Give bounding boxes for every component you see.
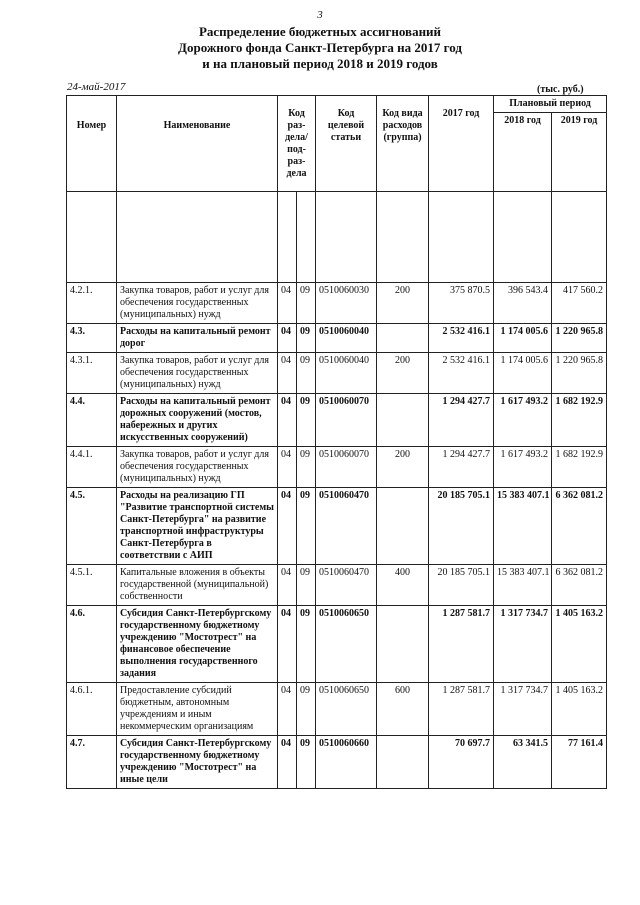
row-value-2019: 1 682 192.9 [552, 394, 607, 447]
row-subsection-code: 09 [297, 324, 316, 353]
table-header [67, 96, 607, 192]
row-section-code: 04 [278, 565, 297, 606]
row-target-code: 0510060070 [316, 394, 377, 447]
row-value-2019: 1 220 965.8 [552, 324, 607, 353]
row-value-2017: 20 185 705.1 [429, 565, 494, 606]
row-target-code: 0510060650 [316, 683, 377, 736]
row-value-2017: 1 287 581.7 [429, 683, 494, 736]
row-number: 4.5.1. [67, 565, 117, 606]
row-value-2018: 15 383 407.1 [494, 565, 552, 606]
row-value-2019: 1 405 163.2 [552, 683, 607, 736]
row-subsection-code: 09 [297, 736, 316, 789]
row-name: Расходы на капитальный ремонт дорожных сооружений (мостов, набережных и других искусственных сооружений) [117, 394, 278, 447]
row-value-2019: 77 161.4 [552, 736, 607, 789]
page-number: 3 [317, 9, 323, 21]
row-name: Капитальные вложения в объекты государственной (муниципальной) собственности [117, 565, 278, 606]
row-value-2018: 396 543.4 [494, 283, 552, 324]
header-number: Номер [67, 96, 117, 192]
header-name: Наименование [117, 96, 278, 192]
table-spacer-row [67, 192, 607, 283]
row-value-2017: 2 532 416.1 [429, 353, 494, 394]
row-value-2019: 1 682 192.9 [552, 447, 607, 488]
row-target-code: 0510060040 [316, 324, 377, 353]
row-target-code: 0510060470 [316, 488, 377, 565]
row-value-2019: 1 220 965.8 [552, 353, 607, 394]
row-number: 4.6. [67, 606, 117, 683]
row-expense-type-code [377, 324, 429, 353]
row-section-code: 04 [278, 488, 297, 565]
row-value-2017: 1 287 581.7 [429, 606, 494, 683]
row-target-code: 0510060660 [316, 736, 377, 789]
header-2017: 2017 год [429, 96, 494, 192]
row-value-2018: 1 317 734.7 [494, 683, 552, 736]
row-subsection-code: 09 [297, 353, 316, 394]
row-section-code: 04 [278, 394, 297, 447]
row-value-2018: 63 341.5 [494, 736, 552, 789]
row-value-2017: 1 294 427.7 [429, 447, 494, 488]
row-subsection-code: 09 [297, 565, 316, 606]
row-target-code: 0510060650 [316, 606, 377, 683]
row-value-2019: 417 560.2 [552, 283, 607, 324]
header-target-code: Код целевой статьи [316, 96, 377, 192]
row-number: 4.2.1. [67, 283, 117, 324]
table-row [67, 394, 607, 447]
row-value-2018: 15 383 407.1 [494, 488, 552, 565]
row-expense-type-code [377, 488, 429, 565]
row-section-code: 04 [278, 606, 297, 683]
row-number: 4.3. [67, 324, 117, 353]
row-name: Субсидия Санкт-Петербургскому государственному бюджетному учреждению "Мостотрест" на финансовое обеспечение выполнения государственного задания [117, 606, 278, 683]
row-name: Закупка товаров, работ и услуг для обеспечения государственных (муниципальных) нужд [117, 283, 278, 324]
header-2019: 2019 год [552, 113, 607, 192]
row-expense-type-code [377, 606, 429, 683]
row-value-2018: 1 617 493.2 [494, 394, 552, 447]
document-title [0, 24, 640, 72]
row-number: 4.6.1. [67, 683, 117, 736]
row-number: 4.7. [67, 736, 117, 789]
row-expense-type-code [377, 736, 429, 789]
table-row [67, 488, 607, 565]
row-expense-type-code: 200 [377, 447, 429, 488]
row-expense-type-code: 400 [377, 565, 429, 606]
row-name: Предоставление субсидий бюджетным, автономным учреждениям и иным некоммерческим организациям [117, 683, 278, 736]
row-target-code: 0510060070 [316, 447, 377, 488]
row-value-2017: 1 294 427.7 [429, 394, 494, 447]
row-name: Расходы на реализацию ГП "Развитие транспортной системы Санкт-Петербурга" на развитие транспортной инфраструктуры Санкт-Петербурга в соответствии с АИП [117, 488, 278, 565]
row-subsection-code: 09 [297, 683, 316, 736]
row-section-code: 04 [278, 283, 297, 324]
row-value-2018: 1 317 734.7 [494, 606, 552, 683]
row-number: 4.4.1. [67, 447, 117, 488]
row-subsection-code: 09 [297, 488, 316, 565]
title-line-2: Дорожного фонда Санкт-Петербурга на 2017 год [178, 40, 462, 55]
header-2018: 2018 год [494, 113, 552, 192]
row-section-code: 04 [278, 353, 297, 394]
table-row [67, 283, 607, 324]
title-line-3: и на плановый период 2018 и 2019 годов [202, 56, 438, 71]
row-expense-type-code: 200 [377, 283, 429, 324]
table-row [67, 447, 607, 488]
row-subsection-code: 09 [297, 447, 316, 488]
table-row [67, 324, 607, 353]
row-number: 4.5. [67, 488, 117, 565]
row-expense-type-code [377, 394, 429, 447]
row-name: Закупка товаров, работ и услуг для обеспечения государственных (муниципальных) нужд [117, 447, 278, 488]
row-number: 4.4. [67, 394, 117, 447]
row-section-code: 04 [278, 736, 297, 789]
row-value-2018: 1 174 005.6 [494, 353, 552, 394]
table-row [67, 683, 607, 736]
table-body [67, 192, 607, 789]
row-name: Субсидия Санкт-Петербургскому государственному бюджетному учреждению "Мостотрест" на иные цели [117, 736, 278, 789]
row-value-2019: 6 362 081.2 [552, 488, 607, 565]
row-value-2017: 20 185 705.1 [429, 488, 494, 565]
row-subsection-code: 09 [297, 606, 316, 683]
title-line-1: Распределение бюджетных ассигнований [198, 24, 442, 39]
header-section-code: Код раз-дела/ под-раз-дела [278, 96, 316, 192]
row-expense-type-code: 200 [377, 353, 429, 394]
header-expense-type-code: Код вида расходов (группа) [377, 96, 429, 192]
row-value-2019: 6 362 081.2 [552, 565, 607, 606]
header-planned-period: Плановый период [494, 96, 607, 113]
row-target-code: 0510060030 [316, 283, 377, 324]
row-section-code: 04 [278, 683, 297, 736]
row-value-2017: 375 870.5 [429, 283, 494, 324]
table-row [67, 565, 607, 606]
row-value-2019: 1 405 163.2 [552, 606, 607, 683]
row-value-2018: 1 617 493.2 [494, 447, 552, 488]
row-name: Закупка товаров, работ и услуг для обеспечения государственных (муниципальных) нужд [117, 353, 278, 394]
row-target-code: 0510060040 [316, 353, 377, 394]
units-label: (тыс. руб.) [537, 84, 584, 95]
row-target-code: 0510060470 [316, 565, 377, 606]
document-date: 24-май-2017 [67, 81, 126, 93]
table-row [67, 736, 607, 789]
row-expense-type-code: 600 [377, 683, 429, 736]
row-subsection-code: 09 [297, 394, 316, 447]
table-row [67, 353, 607, 394]
row-name: Расходы на капитальный ремонт дорог [117, 324, 278, 353]
row-number: 4.3.1. [67, 353, 117, 394]
row-section-code: 04 [278, 447, 297, 488]
row-section-code: 04 [278, 324, 297, 353]
row-value-2017: 70 697.7 [429, 736, 494, 789]
row-value-2017: 2 532 416.1 [429, 324, 494, 353]
table-row [67, 606, 607, 683]
row-value-2018: 1 174 005.6 [494, 324, 552, 353]
row-subsection-code: 09 [297, 283, 316, 324]
budget-table [66, 95, 607, 789]
